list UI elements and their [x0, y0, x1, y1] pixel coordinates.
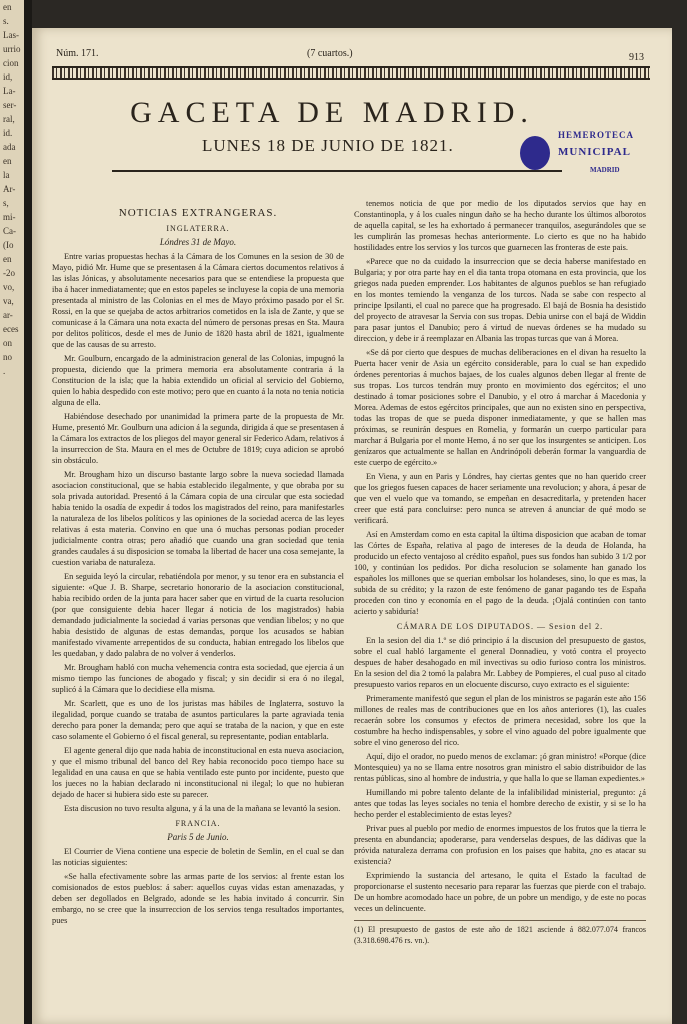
- margin-fragment: on: [3, 338, 12, 348]
- paragraph: tenemos noticia de que por medio de los diputados servios que hay en Constantinopla, y á los cuales ningun daño se ha hecho durante los últimos alborotos de aquella capital, se les ha exhortado á permanecer tranquilos, asegurándoles que se les cumplirán las promesas hechas anteriormente. Lo cierto es que no ha habido hostilidades entre los servios y los turcos que guarnecen las fronteras de este pais.: [354, 199, 646, 252]
- paragraph: Mr. Brougham habló con mucha vehemencia contra esta sociedad, que ejercia á un mismo tiempo las funciones de abogado y fiscal; y sin decidir si era ó no ilegal, suplicó á la Cámara que lo decidiese ella misma.: [52, 663, 344, 694]
- margin-fragment: mi-: [3, 212, 16, 222]
- margin-fragment: .: [3, 366, 6, 376]
- paragraph: En seguida leyó la circular, rebatiéndola por menor, y su tenor era en substancia el siguiente: «Que J. B. Sharpe, secretario honorario de la asociacion constitucional, habia recibido orden de la junta para hacer saber que en virtud de la cuarta resolucion (por que consiguiente debia hacer llegar á noticia de los magistrados) habia demandado judicialmente la sociedad á varias personas que vendian libelos; y no que habia desistido de algunas de estas demandas, porque los acusados se habian manifestado vivamente arrepentidos de su conducta, habian entregado los libelos que les quedaban, y dado palabra de no volver á venderlos.: [52, 572, 344, 658]
- margin-fragment: Las-: [3, 30, 19, 40]
- paragraph: Humillando mi pobre talento delante de la infalibilidad ministerial, pregunto: ¿á antes que todas las leyes sociales no tenia el hombre derecho de existir, y si se lo ha hecho perder el establecimiento de estas leyes?: [354, 788, 646, 819]
- footnote: (1) El presupuesto de gastos de este año de 1821 asciende á 882.077.074 francos (3.318.698.476 rs. vn.).: [354, 920, 646, 946]
- margin-fragment: eces: [3, 324, 19, 334]
- margin-fragment: s.: [3, 16, 9, 26]
- margin-fragment: en: [3, 254, 12, 264]
- margin-fragment: s,: [3, 198, 9, 208]
- left-column: [52, 198, 344, 998]
- stamp-line-1: HEMEROTECA: [558, 130, 635, 140]
- margin-fragment: ser-: [3, 100, 17, 110]
- article-body-inglaterra: [52, 251, 344, 814]
- decorative-border: [52, 66, 650, 80]
- margin-fragment: (Io: [3, 240, 14, 250]
- margin-fragment: id.: [3, 128, 13, 138]
- paragraph: «Se halla efectivamente sobre las armas parte de los servios: al frente estan los comisionados de estos pueblos: á saber: aquellos cuyas vidas estan amenazadas, y deben ser degollados en Belgrado, adonde se les habia invitado á concurrir. Sin embargo, no se cree que la insurreccion de los servios tenga resultados importantes, pues: [52, 872, 344, 925]
- paragraph: Mr. Goulburn, encargado de la administracion general de las Colonias, impugnó la propuesta, diciendo que la primera memoria era absolutamente contraria á la Constitucion de la isla; que la habia extendido un oficial al servicio del Gobierno, quien lo habia despedido con este motivo; pero que en cuanto á la nota no tenia noticia alguna de ella.: [52, 354, 344, 407]
- margin-fragment: vo,: [3, 282, 15, 292]
- margin-fragment: en: [3, 156, 12, 166]
- paragraph: Primeramente manifestó que segun el plan de los ministros se pagarán este año 156 millones de reales mas de contribuciones que en los años anteriores (1), las cuales recaerán sobre los consumos y efectos de primera necesidad, sobre los que la costumbre ha hecho indispensables, y sobre el vino aguado del pobre igualmente que sobre el vino generoso del rico.: [354, 694, 646, 747]
- right-column: [354, 198, 646, 1018]
- paragraph: En Viena, y aun en Paris y Lóndres, hay ciertas gentes que no han querido creer que los griegos fuesen capaces de hacer seriamente una revolucion; y ahora, á pesar de que ven el vuelo que va tomando, se empeñan en desacreditarla, y pretenden hacer creer que está para concluirse: pero nunca se atreven á anunciar de qué modo se verificará.: [354, 472, 646, 525]
- dateline-londres: Lóndres 31 de Mayo.: [159, 237, 237, 247]
- page-folio: 913: [629, 52, 644, 63]
- margin-fragment: La-: [3, 86, 16, 96]
- margin-fragment: id,: [3, 72, 13, 82]
- paragraph: Privar pues al pueblo por medio de enormes impuestos de los frutos que la tierra le presenta en abundancia; apoderarse, para venderselas despues, de las dádivas que la próvida naturaleza derrama con profusion en los paises que habita, ¿no es atacar su existencia?: [354, 824, 646, 866]
- section-heading: NOTICIAS EXTRANGERAS.: [118, 207, 278, 219]
- paragraph: Exprimiendo la sustancia del artesano, le quita el Estado la facultad de proporcionarse el sustento necesario para reparar las fuerzas que pierde con el trabajo. De un hombre acomodado hace un pobre, de un pobre un mendigo, y de este no pocas veces un delincuente.: [354, 871, 646, 913]
- margin-fragment: no: [3, 352, 12, 362]
- masthead-title: GACETA DE MADRID.: [130, 96, 534, 129]
- adjacent-page-margin: [0, 0, 24, 1024]
- margin-fragment: cion: [3, 58, 19, 68]
- stamp-line-2: MUNICIPAL: [558, 146, 631, 158]
- margin-fragment: va,: [3, 296, 14, 306]
- paragraph: Mr. Scarlett, que es uno de los juristas mas hábiles de Inglaterra, sostuvo la ilegalidad, porque cuando se trataba de asuntos particulares la parte agraviada tenia derecho para poner la demanda; pero que aquí se trataba de la nacion, y que en este caso solamente el Gobierno ó el fiscal general, su representante, podian entablarla.: [52, 699, 344, 741]
- stamp-line-3: MADRID: [590, 166, 620, 174]
- subsection-heading-inglaterra: INGLATERRA.: [166, 224, 230, 233]
- issue-date: LUNES 18 DE JUNIO DE 1821.: [202, 136, 454, 155]
- paragraph: «Parece que no da cuidado la insurreccion que se decia haberse manifestado en Bulgaria; y por otra parte hay en el dia tanta tropa otomana en esta provincia, que los griegos nada pueden emprender. Los habitantes de algunos pueblos se han refugiado en los montes temiendo la venganza de los turcos. Nada se sabe con respecto al principe Ipsilanti, el cual no parece que ha progresado. El bajá de Bosnia ha desistido del proyecto de atravesar la Servia con sus tropas. Debia unirse con el bajá de Widdin para pasar juntos el Danubio; pero á virtud de nuevas órdenes se ha mudado su direccion, y debe ir á reemplazar en Albania las tropas turcas que van á Morea.: [354, 257, 646, 343]
- paragraph: Entre varias propuestas hechas á la Cámara de los Comunes en la sesion de 30 de Mayo, pidió Mr. Hume que se presentasen á la Cámara ciertos documentos relativos á las islas Jónicas, y absolutamente necesarios para que se entendiese la propuesta que iba á hacer inmediatamente; que en estos papeles se incluyese la copia de una memoria presentada al ministro de las Colonias en el mes de Mayo próximo pasado por el Sr. Rossi, en la que se quejaba de actos arbitrarios cometidos en la isla de Zante, y que se comunicase á la Cámara una nota exacta del número de personas presas en Sta. Maura por delitos políticos, desde el mes de Junio de 1820 hasta abril de 1821, igualmente que de las causas de su arresto.: [52, 252, 344, 349]
- paragraph: Habiéndose desechado por unanimidad la primera parte de la propuesta de Mr. Hume, presentó Mr. Goulburn una adicion á la segunda, dirigida á que se presentasen á la Cámara los extractos de los pliegos del mayor general sir Federico Adam, relativos á la insurreccion de Sta. Maura en el mes de Octubre de 1819; cuya adicion se aprobó sin obstáculo.: [52, 412, 344, 465]
- margin-fragment: Ca-: [3, 226, 16, 236]
- margin-fragment: ral,: [3, 114, 15, 124]
- stamp-seal-icon: [520, 136, 550, 170]
- article-body-camara: [354, 635, 646, 914]
- book-gutter: [24, 0, 32, 1024]
- newspaper-page: [32, 28, 672, 1024]
- subsection-heading-francia: FRANCIA.: [175, 819, 221, 828]
- subsection-heading-camara: CÁMARA DE LOS DIPUTADOS. — Sesion del 2.: [396, 622, 604, 631]
- margin-fragment: en: [3, 2, 12, 12]
- margin-fragment: urrio: [3, 44, 21, 54]
- paragraph: Mr. Brougham hizo un discurso bastante largo sobre la nueva sociedad llamada asociacion constitucional, que se habia establecido ilegalmente, y que obraba por su sola privada autoridad. Presentó á la Cámara copia de una circular que esta sociedad habia tenido la osadía de expedir á todos los magistrados del reino, para manifestarles la naturaleza de los libelos políticos y las opiniones de la sociedad acerca de las leyes relativas á esta materia. Convino en que una ó muchas personas podian proceder judicialmente contra otras; pero añadió que cuando una gran sociedad que tenia grandes caudales á su disposicion se tomaba la libertad de hacer una cosa semejante, la cuestion variaba de naturaleza.: [52, 470, 344, 567]
- paragraph: «Se dá por cierto que despues de muchas deliberaciones en el divan ha resuelto la Puerta hacer venir de Asia un egército considerable, para lo cual se han expedido órdenes perentorias á muchos bajaes, de los cuales algunos deben llegar al frente de sus tropas. Los turcos tendrán muy pronto en movimiento dos egércitos; el uno destinado á tomar posiciones sobre el Danubio, y el otro á marchar á Macedonia y Morea. Ademas de estos egércitos principales, que aun no existen sino en perspectiva, todas las tropas de que se pueda disponer inmediatamente, y que se hallen mas próximas, se reunirán despues en Romelia, y formarán un cuerpo particular para marchar á Bulgaria por el monte Hemo, á no ser que los insurgentes se anticipen. Los genízaros que actualmente se hallan en Andrinópoli deberán formar la vanguardia de este cuerpo de egército.»: [354, 348, 646, 467]
- issue-price: (7 cuartos.): [307, 48, 353, 59]
- margin-fragment: -2o: [3, 268, 15, 278]
- paragraph: Esta discusion no tuvo resulta alguna, y á la una de la mañana se levantó la sesion.: [64, 804, 341, 813]
- masthead-rule: [112, 170, 562, 172]
- library-stamp: [520, 128, 650, 188]
- issue-number: Núm. 171.: [56, 48, 99, 59]
- article-body-continued: [354, 198, 646, 617]
- article-body-francia: [52, 846, 344, 926]
- paragraph: El Courrier de Viena contiene una especie de boletin de Semlin, en el cual se dan las noticias siguientes:: [52, 847, 344, 867]
- margin-fragment: la: [3, 170, 10, 180]
- dateline-paris: Paris 5 de Junio.: [167, 832, 229, 842]
- paragraph: El agente general dijo que nada habia de inconstitucional en esta nueva asociacion, y que el mismo tribunal del banco del Rey habia reconocido poco tiempo hace su legalidad en una causa en que se habia ventilado este punto por incidente, puesto que los jueces no la habian declarado ni inconstitucional ni ilegal; lo que no hubieran dejado de hacer si hubiera sido este su parecer.: [52, 746, 344, 799]
- margin-fragment: ar-: [3, 310, 13, 320]
- margin-fragment: ada: [3, 142, 16, 152]
- paragraph: Aquí, dijo el orador, no puedo menos de exclamar: ¡ó gran ministro! «Porque (dice Montesquieu) ya no se llama entre nosotros gran ministro el sabio distribuidor de las rentas públicas, sino al hombre de industria, y que halla lo que se llaman expedientes.»: [354, 752, 646, 783]
- paragraph: Así en Amsterdam como en esta capital la última disposicion que acaban de tomar las Córtes de España, relativa al pago de intereses de la deuda de Holanda, ha producido un efecto ventajoso al crédito español, pues sus fondos han subido 3 1/2 por 100, y continúan los pedidos. Por dicha resolucion se solamente han ganado los españoles los millones que se querian embolsar los holandeses, sino, lo que es mas, la subida de su crédito; y la razon de este fenómeno de ganar pagando tes de España proceden con tino y economía en el pago de la deuda. ¡Ojalá continúen con tanto acierto y sabiduría!: [354, 530, 646, 616]
- paragraph: En la sesion del dia 1.º se dió principio á la discusion del presupuesto de gastos, sobre el cual habló largamente el general Donnadieu, y votó contra el proyecto despues de haber desahogado en mil invectivas su odio furioso contra los ministros. En la sesion del dia 2 tomó la palabra Mr. Labbey de Pompieres, el cual puso al citado presupuesto varios reparos en un elocuente discurso, cuyo extracto es el siguiente:: [354, 636, 646, 689]
- margin-fragment: Ar-: [3, 184, 16, 194]
